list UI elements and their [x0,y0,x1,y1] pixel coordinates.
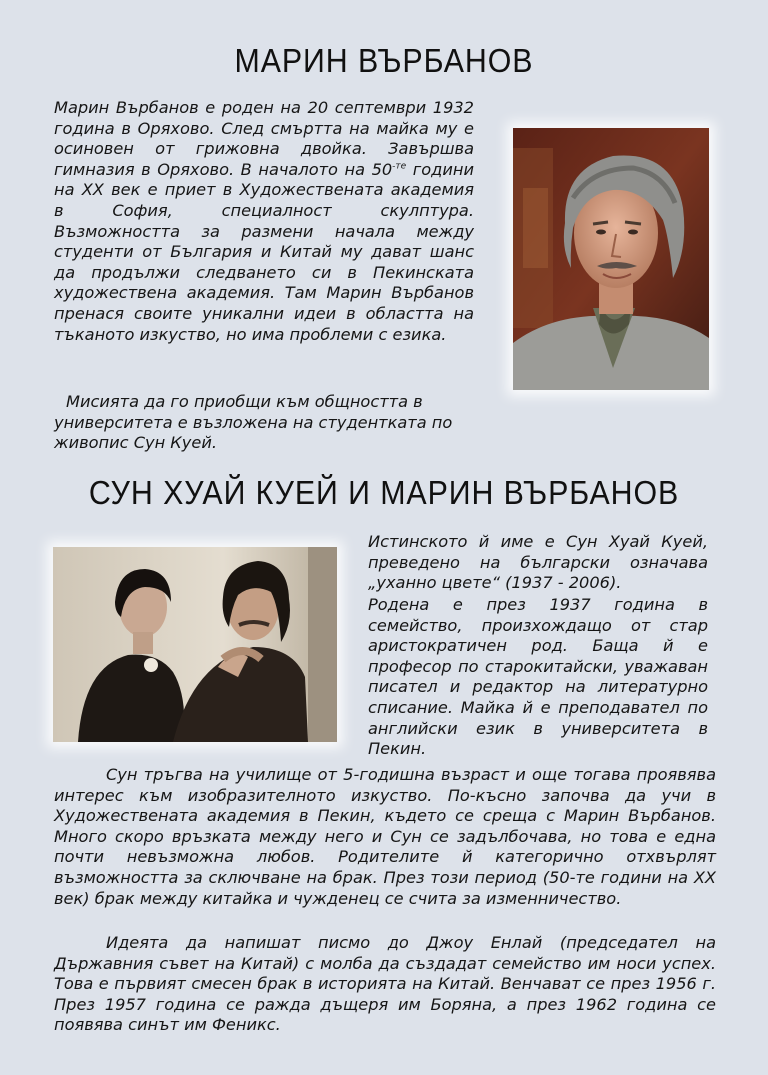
marriage-paragraph: Идеята да напишат писмо до Джоу Енлай (председател на Държавния съвет на Китай) с молба да създадат семейство им носи успех. Това е първият смесен брак в историята на Китай. Венчават се през 1956 г. През 1957 година се ражда дъщеря им Боряна, а през 1962 година се появява синът им Феникс. [54,933,716,1035]
page-title-sun-huai-kuei-and-marin: СУН ХУАЙ КУЕЙ И МАРИН ВЪРБАНОВ [88,474,680,511]
portrait-photo-marin-varbanov [513,128,709,390]
sun-family-paragraph: Родена е през 1937 година в семейство, произхождащо от стар аристократичен род. Баща й е професор по старокитайски, уважаван писател и редактор на литературно списание. Майка й е преподавател по английски език в университета в Пекин. [368,595,708,759]
sun-education-paragraph: Сун тръгва на училище от 5-годишна възраст и още тогава проявява интерес към изобразителното изкуство. По-късно започва да учи в Художествената академия в Пекин, където се среща с Марин Върбанов. Много скоро връзката между него и Сун се задълбочава, но това е една почти невъзможна любов. Родителите й категорично отхвърлят възможността за сключване на брак. През този период (50-те години на XX век) брак между китайка и чужденец се счита за изменничество. [54,765,716,908]
bio-paragraph-2: Мисията да го приобщи към общността в университета е възложена на студентката по живопис Сун Куей. [54,392,453,453]
bio-text-part2: години на XX век е приет в Художествената академия в София, специалност скулптура. Възможността за размени начала между студенти от България и Китай му дават шанс да продължи следването си в Пекинската художествена академия. Там Марин Върбанов пренася своите уникални идеи в областта на тъканото изкуство, но има проблеми с езика. [54,159,474,344]
couple-photo [53,547,337,742]
bio-text-part1: Марин Върбанов е роден на 20 септември 1932 година в Оряхово. След смъртта на майка му е осиновен от грижовна двойка. Завършва гимназия в Оряхово. В началото на 50 [54,98,474,179]
sun-intro-paragraph: Истинското й име е Сун Хуай Куей, преведено на български означава „уханно цвете“ (1937 - 2006). [368,532,708,593]
bio-superscript: -те [392,161,407,172]
page-title-marin-varbanov: МАРИН ВЪРБАНОВ [234,42,534,79]
bio-paragraph-1 [54,98,474,345]
